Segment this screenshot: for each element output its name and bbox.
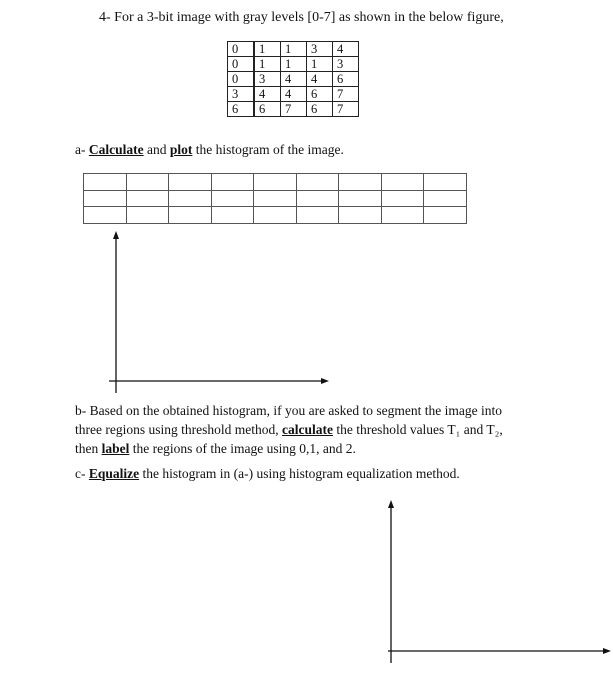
matrix-cell: 0 — [228, 72, 255, 87]
part-b-line-3-post: the regions of the image using 0,1, and 2. — [132, 441, 356, 456]
matrix-cell: 7 — [281, 102, 307, 117]
matrix-cell: 4 — [333, 42, 359, 57]
part-b-label: label — [101, 441, 130, 456]
matrix-cell: 4 — [281, 72, 307, 87]
part-b-line-2 — [75, 420, 503, 440]
matrix-cell: 4 — [254, 87, 281, 102]
part-a-and: and — [147, 142, 167, 157]
part-b-line-2-post: the threshold values T₁ and T₂, — [336, 422, 503, 437]
part-b-line-2-pre: three regions using threshold method, — [75, 422, 279, 437]
matrix-cell: 0 — [228, 57, 255, 72]
part-b-line-1-text: b- Based on the obtained histogram, if you are asked to segment the image into — [75, 403, 503, 418]
part-a-calculate: Calculate — [88, 142, 144, 157]
part-b-line-3-pre: then — [75, 441, 99, 456]
y-axis-a-arrow — [113, 231, 119, 239]
matrix-cell: 3 — [307, 42, 333, 57]
part-c-prefix: c- — [75, 466, 86, 481]
matrix-cell: 3 — [254, 72, 281, 87]
axes-a — [109, 231, 329, 393]
matrix-cell: 6 — [333, 72, 359, 87]
matrix-cell: 7 — [333, 87, 359, 102]
matrix-cell: 6 — [307, 87, 333, 102]
matrix-cell: 1 — [254, 42, 281, 57]
matrix-cell: 1 — [281, 42, 307, 57]
y-axis-c-arrow — [388, 500, 394, 508]
matrix-cell: 4 — [307, 72, 333, 87]
x-axis-a-arrow — [321, 378, 329, 384]
matrix-cell: 6 — [254, 102, 281, 117]
matrix-cell: 7 — [333, 102, 359, 117]
matrix-cell: 4 — [281, 87, 307, 102]
part-b-line-1 — [75, 401, 502, 421]
question-number: 4- — [99, 10, 111, 25]
x-axis-c-arrow — [603, 648, 611, 654]
question-text: For a 3-bit image with gray levels [0-7] as shown in the below figure, — [114, 10, 504, 25]
axes-c — [388, 500, 611, 663]
part-a-prefix: a- — [75, 142, 86, 157]
part-b-line-3 — [75, 439, 356, 459]
matrix-cell: 3 — [333, 57, 359, 72]
part-a-plot: plot — [169, 142, 193, 157]
part-c-text — [75, 464, 460, 484]
part-b-calculate: calculate — [281, 422, 333, 437]
matrix-cell: 6 — [228, 102, 255, 117]
matrix-cell: 1 — [281, 57, 307, 72]
matrix-cell: 6 — [307, 102, 333, 117]
matrix-cell: 1 — [307, 57, 333, 72]
part-c-rest: the histogram in (a-) using histogram equalization method. — [142, 466, 460, 481]
matrix-cell: 1 — [254, 57, 281, 72]
matrix-cell: 0 — [228, 42, 255, 57]
matrix-cell: 3 — [228, 87, 255, 102]
part-a-rest: the histogram of the image. — [195, 142, 344, 157]
part-c-equalize: Equalize — [88, 466, 140, 481]
